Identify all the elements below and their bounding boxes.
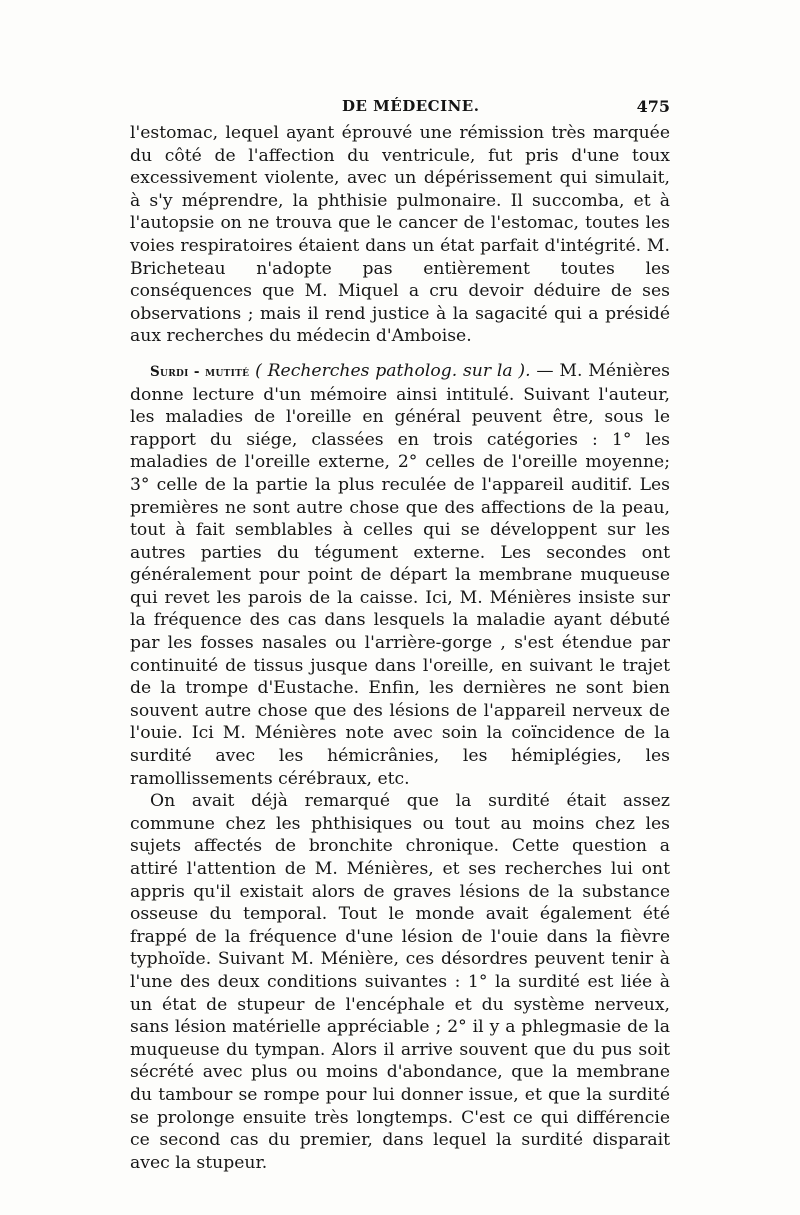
entry-term: Surdi - mutité — [150, 363, 250, 380]
entry-subtitle: ( Recherches patholog. sur la ). — [255, 360, 531, 381]
paragraph-text: l'estomac, lequel ayant éprouvé une rémission très marquée du côté de l'affection du ventricule, fut pris d'une toux excessivement violente, avec un dépérissement qui simulait, à s'y méprendre, la phthisie pulmonaire. Il succomba, et à l'autopsie on ne trouva que le cancer de l'estomac, toutes les voies respiratoires étaient dans un état parfait d'intégrité. M. Bricheteau n'adopte pas entièrement toutes les conséquences que M. Miquel a cru devoir déduire de ses observations ; mais il rend justice à la sagacité qui a présidé aux recherches du médecin d'Amboise. — [130, 123, 670, 347]
paragraph-surdi-mutite — [130, 360, 670, 790]
page-body — [130, 122, 670, 1174]
paragraph-continuation — [130, 122, 670, 348]
paragraph-text: — M. Ménières donne lecture d'un mémoire ainsi intitulé. Suivant l'auteur, les maladies de l'oreille en général peuvent être, sous le rapport du siége, classées en trois catégories : 1° les maladies de l'oreille externe, 2° celles de l'oreille moyenne; 3° celle de la partie la plus reculée de l'appareil auditif. Les premières ne sont autre chose que des affections de la peau, tout à fait semblables à celles qui se développent sur les autres parties du tégument externe. Les secondes ont généralement pour point de départ la membrane muqueuse qui revet les parois de la caisse. Ici, M. Ménières insiste sur la fréquence des cas dans lesquels la maladie ayant débuté par les fosses nasales ou l'arrière-gorge , s'est étendue par continuité de tissus jusque dans l'oreille, en suivant le trajet de la trompe d'Eustache. Enfin, les dernières ne sont bien souvent autre chose que des lésions de l'appareil nerveux de l'ouie. Ici M. Ménières note avec soin la coïncidence de la surdité avec les hémicrânies, les hémiplégies, les ramollissements cérébraux, etc. — [130, 360, 670, 789]
running-title: DE MÉDECINE. — [342, 97, 480, 115]
section-gap — [130, 348, 670, 360]
paragraph-text: On avait déjà remarqué que la surdité était assez commune chez les phthisiques ou tout au moins chez les sujets affectés de bronchite chronique. Cette question a attiré l'attention de M. Ménières, et ses recherches lui ont appris qu'il existait alors de graves lésions de la substance osseuse du temporal. Tout le monde avait également été frappé de la fréquence d'une lésion de l'ouie dans la fièvre typhoïde. Suivant M. Ménière, ces désordres peuvent tenir à l'une des deux conditions suivantes : 1° la surdité est liée à un état de stupeur de l'encéphale et du système nerveux, sans lésion matérielle appréciable ; 2° il y a phlegmasie de la muqueuse du tympan. Alors il arrive souvent que du pus soit sécrété avec plus ou moins d'abondance, que la membrane du tambour se rompe pour lui donner issue, et que la surdité se prolonge ensuite très longtemps. C'est ce qui différencie ce second cas du premier, dans lequel la surdité disparait avec la stupeur. — [130, 791, 670, 1173]
page-header — [130, 97, 670, 123]
page-number: 475 — [636, 97, 670, 116]
paragraph-phthisie — [130, 790, 670, 1174]
